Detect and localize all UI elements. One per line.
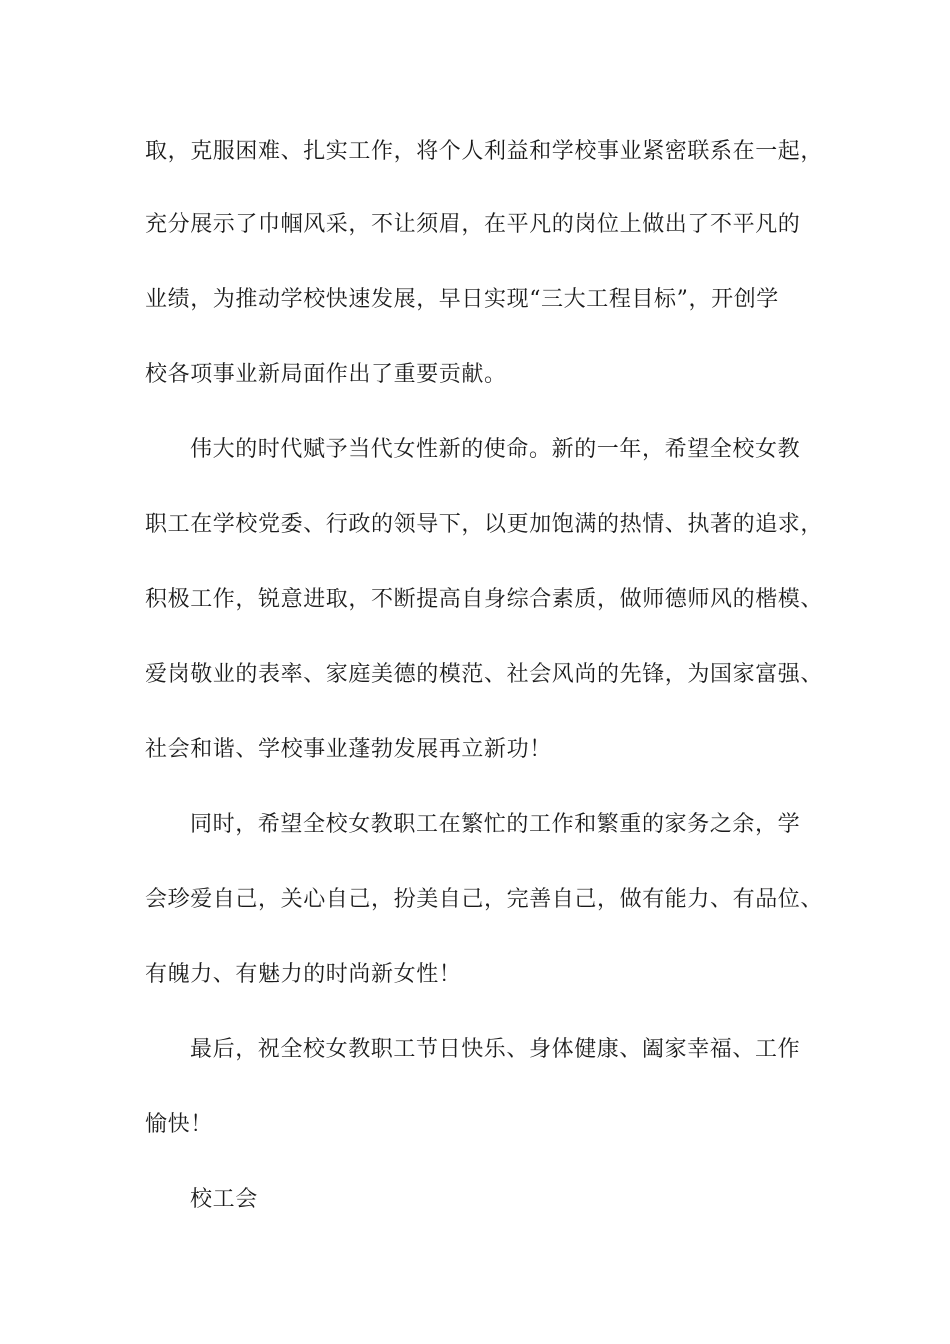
paragraph-1-line-1: 取，克服困难、扎实工作，将个人利益和学校事业紧密联系在一起， <box>145 139 824 164</box>
paragraph-2-line-5: 社会和谐、学校事业蓬勃发展再立新功！ <box>145 737 552 762</box>
paragraph-3-line-1: 同时，希望全校女教职工在繁忙的工作和繁重的家务之余，学 <box>190 812 801 837</box>
paragraph-2-line-1: 伟大的时代赋予当代女性新的使命。新的一年，希望全校女教 <box>190 437 801 462</box>
paragraph-2-line-3: 积极工作，锐意进取，不断提高自身综合素质，做师德师风的楷模、 <box>145 587 824 612</box>
paragraph-1-line-2: 充分展示了巾帼风采，不让须眉，在平凡的岗位上做出了不平凡的 <box>145 212 801 237</box>
signature-line: 校工会 <box>190 1187 258 1212</box>
paragraph-4-line-2: 愉快！ <box>145 1112 213 1137</box>
paragraph-1-line-3: 业绩，为推动学校快速发展，早日实现“三大工程目标”，开创学 <box>145 287 779 312</box>
paragraph-2-line-2: 职工在学校党委、行政的领导下，以更加饱满的热情、执著的追求， <box>145 512 824 537</box>
paragraph-3-line-3: 有魄力、有魅力的时尚新女性！ <box>145 962 462 987</box>
paragraph-3-line-2: 会珍爱自己，关心自己，扮美自己，完善自己，做有能力、有品位、 <box>145 887 824 912</box>
paragraph-1-line-4: 校各项事业新局面作出了重要贡献。 <box>145 362 507 387</box>
paragraph-4-line-1: 最后，祝全校女教职工节日快乐、身体健康、阖家幸福、工作 <box>190 1037 801 1062</box>
paragraph-2-line-4: 爱岗敬业的表率、家庭美德的模范、社会风尚的先锋，为国家富强、 <box>145 662 824 687</box>
